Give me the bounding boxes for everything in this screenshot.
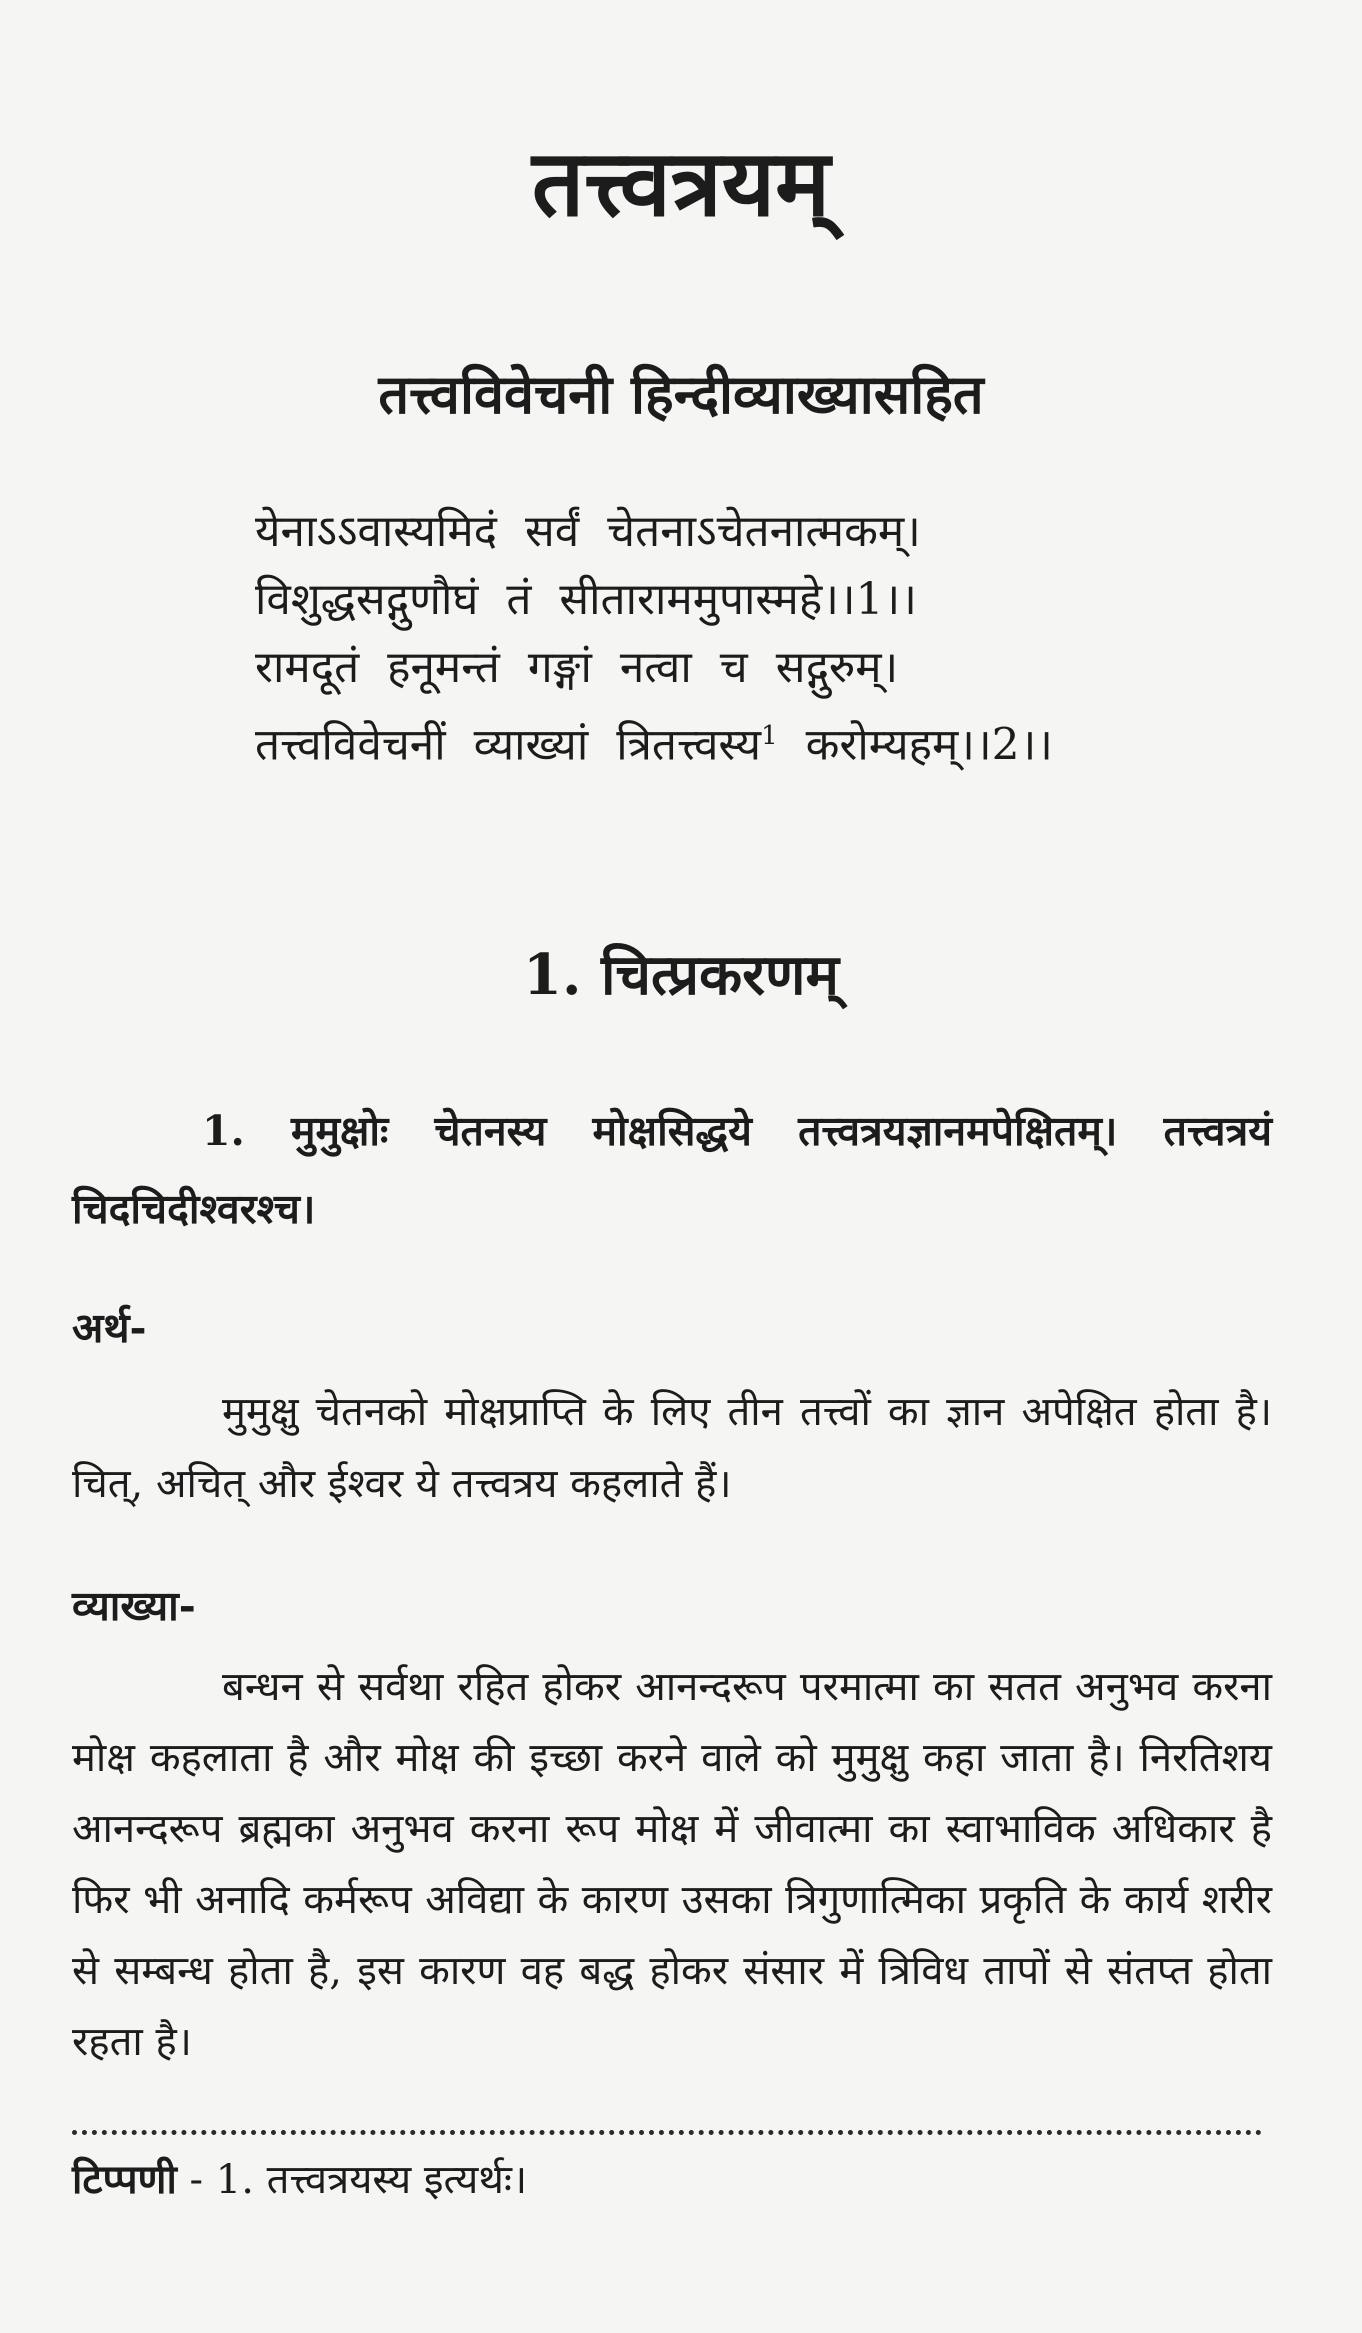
arth-paragraph: मुमुक्षु चेतनको मोक्षप्राप्ति के लिए तीन तत्त्वों का ज्ञान अपेक्षित होता है। चित्, अचित् और ईश्वर ये तत्त्वत्रय कहलाते हैं।	[72, 1389, 1272, 1507]
footnote-text: 1. तत्त्वत्रयस्य इत्यर्थः।	[215, 2157, 528, 2203]
chapter-heading: 1. चित्प्रकरणम्	[522, 942, 839, 1008]
footnote-label: टिप्पणी	[72, 2156, 177, 2203]
footnote-separator: -	[176, 2157, 216, 2203]
invocation-verses	[255, 498, 1275, 780]
verse-line	[255, 566, 1275, 634]
verse-line	[255, 702, 1275, 780]
page-title: तत्त्वत्रयम्	[531, 129, 831, 237]
footnote-divider	[72, 2130, 1262, 2135]
vyakhya-heading: व्याख्या-	[72, 1582, 196, 1630]
verse-text: विशुद्धसद्गुणौघं तं सीताराममुपास्महे।।1।।	[255, 574, 917, 625]
verse-text: तत्त्वविवेचनीं व्याख्यां त्रितत्त्वस्य	[255, 719, 762, 771]
verse-text: येनाऽऽवास्यमिदं सर्वं चेतनाऽचेतनात्मकम्।	[255, 506, 921, 557]
footnote-marker: 1	[761, 721, 778, 751]
footnote	[72, 2154, 527, 2206]
verse-line	[255, 498, 1275, 566]
verse-line	[255, 634, 1275, 702]
arth-heading: अर्थ-	[72, 1304, 147, 1352]
verse-text-continued: करोम्यहम्।।2।।	[777, 719, 1053, 771]
sutra-text: 1. मुमुक्षोः चेतनस्य मोक्षसिद्धये तत्त्वत्रयज्ञानमपेक्षितम्। तत्त्वत्रयं चिदचिदीश्वरश्च।	[72, 1107, 1272, 1233]
page-subtitle: तत्त्वविवेचनी हिन्दीव्याख्यासहित	[378, 362, 984, 426]
vyakhya-paragraph: बन्धन से सर्वथा रहित होकर आनन्दरूप परमात्मा का सतत अनुभव करना मोक्ष कहलाता है और मोक्ष की इच्छा करने वाले को मुमुक्षु कहा जाता है। निरतिशय आनन्दरूप ब्रह्मका अनुभव करना रूप मोक्ष में जीवात्मा का स्वाभाविक अधिकार है फिर भी अनादि कर्मरूप अविद्या के कारण उसका त्रिगुणात्मिका प्रकृति के कार्य शरीर से सम्बन्ध होता है, इस कारण वह बद्ध होकर संसार में त्रिविध तापों से संतप्त होता रहता है।	[72, 1664, 1272, 2065]
verse-text: रामदूतं हनूमन्तं गङ्गां नत्वा च सद्गुरुम्।	[255, 642, 899, 693]
